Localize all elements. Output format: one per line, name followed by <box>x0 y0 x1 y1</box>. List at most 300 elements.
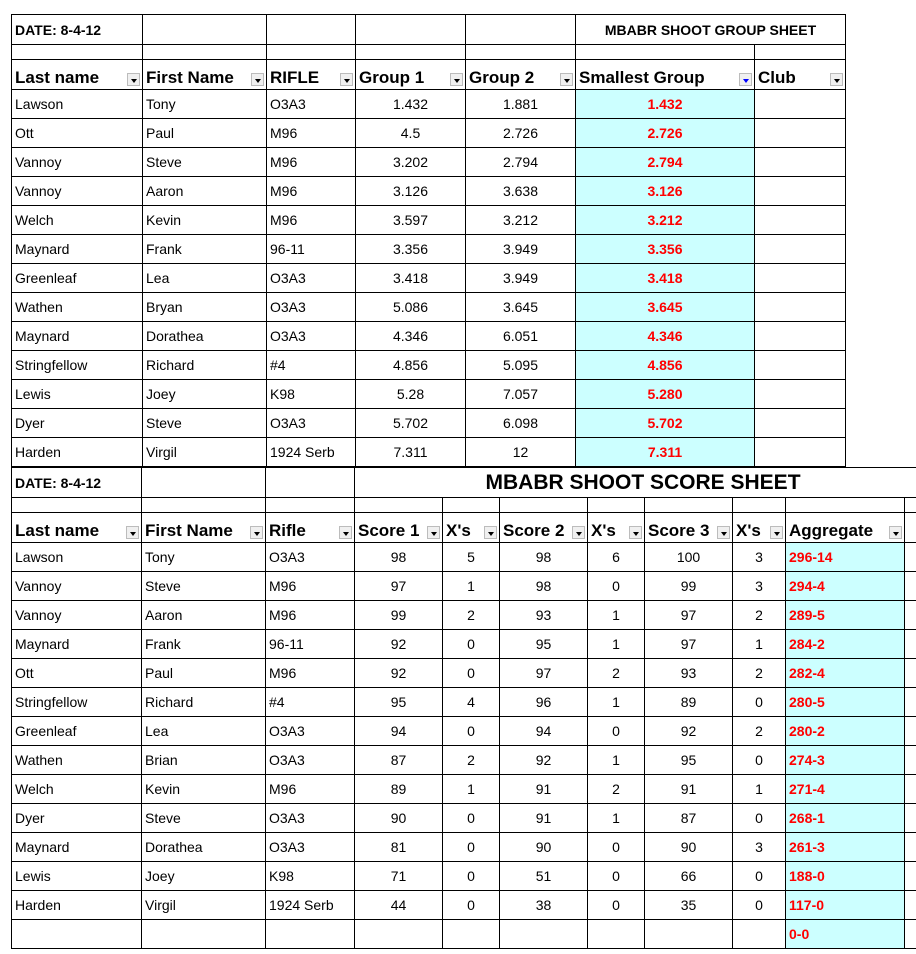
score-cell[interactable]: Steve <box>142 804 266 833</box>
group-cell[interactable]: Bryan <box>143 293 267 322</box>
group-cell[interactable] <box>755 235 846 264</box>
score-cell[interactable]: Ott <box>12 659 142 688</box>
group-cell[interactable]: 3.418 <box>356 264 466 293</box>
group-cell[interactable]: 3.645 <box>466 293 576 322</box>
score-cell[interactable]: 90 <box>500 833 588 862</box>
score-header-7[interactable] <box>645 513 733 543</box>
score-cell[interactable]: 93 <box>500 601 588 630</box>
score-cell[interactable]: 96 <box>500 688 588 717</box>
score-cell[interactable]: 95 <box>500 630 588 659</box>
score-cell[interactable]: 271-4 <box>786 775 905 804</box>
score-cell[interactable]: 95 <box>355 688 443 717</box>
score-cell[interactable]: 3 <box>733 572 786 601</box>
score-cell[interactable]: Lea <box>142 717 266 746</box>
score-cell[interactable]: 2 <box>588 659 645 688</box>
group-cell[interactable]: 12 <box>466 438 576 467</box>
filter-dropdown-icon[interactable] <box>629 526 642 539</box>
group-cell[interactable]: 3.418 <box>576 264 755 293</box>
score-cell[interactable]: 0 <box>733 746 786 775</box>
score-cell[interactable]: 97 <box>645 630 733 659</box>
filter-dropdown-icon[interactable] <box>770 526 783 539</box>
score-header-2[interactable] <box>266 513 355 543</box>
score-header-8[interactable] <box>733 513 786 543</box>
table-row <box>12 351 846 380</box>
group-cell[interactable]: 7.311 <box>576 438 755 467</box>
score-cell[interactable]: 117-0 <box>786 891 905 920</box>
score-cell[interactable]: 0 <box>443 804 500 833</box>
score-cell[interactable]: 2 <box>733 601 786 630</box>
table-row <box>12 322 846 351</box>
score-cell[interactable] <box>355 920 443 949</box>
group-cell[interactable]: Maynard <box>12 235 143 264</box>
group-cell[interactable] <box>755 380 846 409</box>
score-cell[interactable]: 282-4 <box>786 659 905 688</box>
group-cell[interactable]: Kevin <box>143 206 267 235</box>
group-cell[interactable]: Frank <box>143 235 267 264</box>
group-cell[interactable]: 7.057 <box>466 380 576 409</box>
score-cell[interactable] <box>12 920 142 949</box>
group-cell[interactable]: 3.949 <box>466 264 576 293</box>
score-cell[interactable]: Richard <box>142 688 266 717</box>
group-cell[interactable] <box>755 409 846 438</box>
filter-dropdown-icon[interactable] <box>450 73 463 86</box>
score-cell[interactable]: 294-4 <box>786 572 905 601</box>
score-cell[interactable]: 91 <box>500 804 588 833</box>
score-cell[interactable]: M96 <box>266 601 355 630</box>
score-cell[interactable]: 2 <box>443 746 500 775</box>
score-cell[interactable]: Stringfellow <box>12 688 142 717</box>
score-cell[interactable]: K98 <box>266 862 355 891</box>
score-cell[interactable]: Joey <box>142 862 266 891</box>
score-cell[interactable]: Steve <box>142 572 266 601</box>
group-header-4[interactable] <box>466 60 576 90</box>
table-row <box>12 920 916 949</box>
score-cell[interactable]: 0 <box>443 833 500 862</box>
score-cell[interactable]: O3A3 <box>266 746 355 775</box>
score-cell[interactable] <box>500 920 588 949</box>
group-cell[interactable]: Wathen <box>12 293 143 322</box>
score-cell[interactable]: 92 <box>500 746 588 775</box>
score-cell[interactable]: Kevin <box>142 775 266 804</box>
group-cell[interactable]: Tony <box>143 90 267 119</box>
score-cell[interactable]: 0 <box>588 717 645 746</box>
score-cell[interactable]: 2 <box>443 601 500 630</box>
score-cell[interactable]: 44 <box>355 891 443 920</box>
score-cell[interactable]: 280-2 <box>786 717 905 746</box>
filter-dropdown-icon[interactable] <box>250 526 263 539</box>
score-header-1[interactable] <box>142 513 266 543</box>
table-row <box>12 148 846 177</box>
group-cell[interactable] <box>755 90 846 119</box>
table-row <box>12 833 916 862</box>
group-cell[interactable]: 3.202 <box>356 148 466 177</box>
group-cell[interactable]: 3.126 <box>356 177 466 206</box>
score-cell[interactable]: 1 <box>588 630 645 659</box>
score-cell[interactable]: 0 <box>733 862 786 891</box>
score-cell[interactable]: 0-0 <box>786 920 905 949</box>
group-cell[interactable]: 3.356 <box>576 235 755 264</box>
score-cell[interactable]: Paul <box>142 659 266 688</box>
group-header-0[interactable] <box>12 60 143 90</box>
group-cell[interactable]: O3A3 <box>267 264 356 293</box>
score-cell[interactable]: 0 <box>443 630 500 659</box>
group-cell[interactable]: O3A3 <box>267 90 356 119</box>
group-cell[interactable]: Joey <box>143 380 267 409</box>
group-cell[interactable]: 3.645 <box>576 293 755 322</box>
score-cell[interactable]: 97 <box>500 659 588 688</box>
score-cell[interactable]: 91 <box>645 775 733 804</box>
score-cell[interactable]: 6 <box>588 543 645 572</box>
score-cell[interactable]: 0 <box>588 572 645 601</box>
group-cell[interactable]: Aaron <box>143 177 267 206</box>
score-cell[interactable]: Welch <box>12 775 142 804</box>
score-cell[interactable]: 98 <box>500 572 588 601</box>
score-header-label: X's <box>446 521 471 540</box>
group-cell[interactable]: 3.949 <box>466 235 576 264</box>
filter-dropdown-icon[interactable] <box>427 526 440 539</box>
score-cell[interactable]: 91 <box>500 775 588 804</box>
table-row <box>12 688 916 717</box>
score-cell[interactable]: 1 <box>588 688 645 717</box>
group-cell[interactable]: Virgil <box>143 438 267 467</box>
score-cell[interactable]: 89 <box>355 775 443 804</box>
score-cell[interactable]: 280-5 <box>786 688 905 717</box>
group-header-label: First Name <box>146 68 234 87</box>
score-cell[interactable]: #4 <box>266 688 355 717</box>
group-cell[interactable]: 3.356 <box>356 235 466 264</box>
group-date-cell[interactable]: DATE: 8-4-12 <box>12 15 143 45</box>
group-cell[interactable] <box>755 351 846 380</box>
group-cell[interactable]: 5.702 <box>576 409 755 438</box>
score-cell[interactable]: 96-11 <box>266 630 355 659</box>
score-cell[interactable]: 66 <box>645 862 733 891</box>
group-cell[interactable]: 4.346 <box>356 322 466 351</box>
score-cell[interactable]: 92 <box>355 659 443 688</box>
group-cell[interactable]: 1.432 <box>356 90 466 119</box>
table-row <box>12 543 916 572</box>
group-header-label: Club <box>758 68 796 87</box>
score-cell[interactable]: 0 <box>733 891 786 920</box>
group-cell[interactable]: Paul <box>143 119 267 148</box>
score-cell[interactable]: 0 <box>443 717 500 746</box>
score-cell[interactable]: 289-5 <box>786 601 905 630</box>
table-row <box>12 862 916 891</box>
group-cell[interactable]: M96 <box>267 119 356 148</box>
group-cell[interactable]: Welch <box>12 206 143 235</box>
score-cell[interactable]: 92 <box>645 717 733 746</box>
score-header-4[interactable] <box>443 513 500 543</box>
group-cell[interactable]: O3A3 <box>267 409 356 438</box>
score-cell[interactable]: 261-3 <box>786 833 905 862</box>
score-cell[interactable]: Lawson <box>12 543 142 572</box>
score-cell[interactable]: 93 <box>645 659 733 688</box>
filter-dropdown-icon[interactable] <box>484 526 497 539</box>
group-cell[interactable]: 5.28 <box>356 380 466 409</box>
group-cell[interactable]: 5.086 <box>356 293 466 322</box>
score-cell[interactable]: 51 <box>500 862 588 891</box>
group-sheet-title[interactable]: MBABR SHOOT GROUP SHEET <box>576 15 846 45</box>
group-cell[interactable]: 3.212 <box>466 206 576 235</box>
score-cell[interactable]: 81 <box>355 833 443 862</box>
group-cell[interactable] <box>755 322 846 351</box>
filter-dropdown-icon[interactable] <box>340 73 353 86</box>
score-cell[interactable]: Wathen <box>12 746 142 775</box>
group-cell[interactable]: 6.098 <box>466 409 576 438</box>
score-cell[interactable]: 0 <box>733 688 786 717</box>
score-cell[interactable] <box>443 920 500 949</box>
group-header-1[interactable] <box>143 60 267 90</box>
table-row <box>12 438 846 467</box>
group-cell[interactable]: 4.346 <box>576 322 755 351</box>
group-cell[interactable]: Greenleaf <box>12 264 143 293</box>
score-header-label: Score 2 <box>503 521 565 540</box>
score-cell[interactable]: 3 <box>733 833 786 862</box>
score-cell[interactable]: 2 <box>733 659 786 688</box>
score-cell[interactable]: 94 <box>355 717 443 746</box>
group-cell[interactable]: Vannoy <box>12 148 143 177</box>
score-cell[interactable]: Virgil <box>142 891 266 920</box>
score-header-label: X's <box>591 521 616 540</box>
group-cell[interactable]: 4.856 <box>576 351 755 380</box>
score-header-label: Rifle <box>269 521 306 540</box>
group-cell[interactable]: Steve <box>143 409 267 438</box>
group-cell[interactable]: 2.726 <box>576 119 755 148</box>
score-cell[interactable]: 87 <box>355 746 443 775</box>
score-cell[interactable]: O3A3 <box>266 833 355 862</box>
score-cell[interactable]: 92 <box>355 630 443 659</box>
score-cell[interactable]: O3A3 <box>266 717 355 746</box>
group-cell[interactable]: 4.856 <box>356 351 466 380</box>
table-row <box>12 409 846 438</box>
group-cell[interactable]: Stringfellow <box>12 351 143 380</box>
score-header-label: Aggregate <box>789 521 874 540</box>
group-cell[interactable]: Dyer <box>12 409 143 438</box>
score-cell[interactable]: Maynard <box>12 833 142 862</box>
group-cell[interactable] <box>755 177 846 206</box>
score-cell[interactable]: Vannoy <box>12 601 142 630</box>
group-cell[interactable]: Harden <box>12 438 143 467</box>
table-row <box>12 293 846 322</box>
group-cell[interactable]: 6.051 <box>466 322 576 351</box>
score-cell[interactable]: 97 <box>645 601 733 630</box>
group-cell[interactable]: M96 <box>267 206 356 235</box>
score-cell[interactable] <box>142 920 266 949</box>
score-cell[interactable]: 4 <box>443 688 500 717</box>
score-cell[interactable]: Dorathea <box>142 833 266 862</box>
group-cell[interactable]: 3.212 <box>576 206 755 235</box>
group-cell[interactable]: 7.311 <box>356 438 466 467</box>
table-row <box>12 775 916 804</box>
group-cell[interactable]: Lea <box>143 264 267 293</box>
score-cell[interactable]: Vannoy <box>12 572 142 601</box>
group-cell[interactable] <box>755 293 846 322</box>
table-row <box>12 572 916 601</box>
group-cell[interactable] <box>755 438 846 467</box>
score-cell[interactable]: Frank <box>142 630 266 659</box>
score-cell[interactable]: 1 <box>588 804 645 833</box>
score-cell[interactable]: 188-0 <box>786 862 905 891</box>
filter-dropdown-icon[interactable] <box>126 526 139 539</box>
filter-dropdown-icon[interactable] <box>560 73 573 86</box>
score-cell[interactable]: 1 <box>588 746 645 775</box>
table-row <box>12 206 846 235</box>
score-cell[interactable]: 1 <box>733 775 786 804</box>
score-cell[interactable]: 284-2 <box>786 630 905 659</box>
score-cell[interactable]: 1 <box>443 572 500 601</box>
score-cell[interactable]: 0 <box>733 804 786 833</box>
score-cell[interactable]: 0 <box>443 659 500 688</box>
group-header-5[interactable] <box>576 60 755 90</box>
score-cell[interactable]: O3A3 <box>266 543 355 572</box>
group-cell[interactable]: 2.726 <box>466 119 576 148</box>
score-cell[interactable]: 97 <box>355 572 443 601</box>
group-cell[interactable]: Vannoy <box>12 177 143 206</box>
table-row <box>12 746 916 775</box>
score-cell[interactable]: Greenleaf <box>12 717 142 746</box>
group-cell[interactable]: 3.126 <box>576 177 755 206</box>
filter-dropdown-icon[interactable] <box>251 73 264 86</box>
group-cell[interactable] <box>755 119 846 148</box>
group-header-3[interactable] <box>356 60 466 90</box>
score-cell[interactable]: 296-14 <box>786 543 905 572</box>
score-cell[interactable]: 87 <box>645 804 733 833</box>
score-cell[interactable]: 3 <box>733 543 786 572</box>
group-cell[interactable]: Dorathea <box>143 322 267 351</box>
score-sheet-title[interactable]: MBABR SHOOT SCORE SHEET <box>355 468 916 498</box>
filter-dropdown-icon[interactable] <box>339 526 352 539</box>
score-cell[interactable]: O3A3 <box>266 804 355 833</box>
score-cell[interactable]: Maynard <box>12 630 142 659</box>
group-cell[interactable]: 5.702 <box>356 409 466 438</box>
group-cell[interactable]: 5.095 <box>466 351 576 380</box>
score-header-row <box>12 513 916 543</box>
score-cell[interactable]: 95 <box>645 746 733 775</box>
score-header-label: Last name <box>15 521 100 540</box>
group-cell[interactable]: Lewis <box>12 380 143 409</box>
score-cell[interactable]: 90 <box>355 804 443 833</box>
table-row <box>12 380 846 409</box>
group-cell[interactable]: M96 <box>267 148 356 177</box>
score-cell[interactable]: 0 <box>588 862 645 891</box>
group-cell[interactable]: 1.881 <box>466 90 576 119</box>
score-cell[interactable]: 98 <box>355 543 443 572</box>
score-cell[interactable]: 0 <box>443 891 500 920</box>
score-header-label: Score 1 <box>358 521 420 540</box>
score-cell[interactable]: 90 <box>645 833 733 862</box>
score-cell[interactable]: 1924 Serb <box>266 891 355 920</box>
score-cell[interactable]: 2 <box>733 717 786 746</box>
score-cell[interactable]: 89 <box>645 688 733 717</box>
score-cell[interactable] <box>733 920 786 949</box>
score-cell[interactable]: M96 <box>266 659 355 688</box>
group-header-2[interactable] <box>267 60 356 90</box>
score-cell[interactable]: 99 <box>355 601 443 630</box>
group-header-6[interactable] <box>755 60 846 90</box>
group-cell[interactable] <box>755 264 846 293</box>
score-cell[interactable]: 38 <box>500 891 588 920</box>
filter-dropdown-icon[interactable] <box>830 73 843 86</box>
score-date-cell[interactable]: DATE: 8-4-12 <box>12 468 142 498</box>
filter-dropdown-icon[interactable] <box>127 73 140 86</box>
group-cell[interactable]: O3A3 <box>267 293 356 322</box>
group-cell[interactable]: Ott <box>12 119 143 148</box>
score-cell[interactable]: 274-3 <box>786 746 905 775</box>
score-cell[interactable]: Dyer <box>12 804 142 833</box>
score-cell[interactable]: 0 <box>588 891 645 920</box>
group-cell[interactable]: Steve <box>143 148 267 177</box>
group-cell[interactable]: 2.794 <box>576 148 755 177</box>
group-cell[interactable] <box>755 148 846 177</box>
score-cell[interactable]: 0 <box>588 833 645 862</box>
group-cell[interactable]: 5.280 <box>576 380 755 409</box>
group-cell[interactable]: 1924 Serb <box>267 438 356 467</box>
score-cell[interactable]: M96 <box>266 572 355 601</box>
group-cell[interactable]: 3.638 <box>466 177 576 206</box>
group-cell[interactable]: M96 <box>267 177 356 206</box>
score-cell[interactable] <box>645 920 733 949</box>
group-header-row <box>12 60 846 90</box>
filter-dropdown-icon[interactable] <box>717 526 730 539</box>
group-cell[interactable]: 3.597 <box>356 206 466 235</box>
score-cell[interactable]: 1 <box>733 630 786 659</box>
group-cell[interactable]: Richard <box>143 351 267 380</box>
group-cell[interactable]: Maynard <box>12 322 143 351</box>
score-cell[interactable] <box>588 920 645 949</box>
group-cell[interactable]: Lawson <box>12 90 143 119</box>
filter-dropdown-icon[interactable] <box>572 526 585 539</box>
score-header-5[interactable] <box>500 513 588 543</box>
score-cell[interactable]: 99 <box>645 572 733 601</box>
score-cell[interactable]: Lewis <box>12 862 142 891</box>
score-cell[interactable]: Tony <box>142 543 266 572</box>
score-cell[interactable]: 1 <box>443 775 500 804</box>
score-cell[interactable]: 5 <box>443 543 500 572</box>
score-cell[interactable]: 0 <box>443 862 500 891</box>
score-cell[interactable]: 2 <box>588 775 645 804</box>
score-header-label: First Name <box>145 521 233 540</box>
score-header-label: X's <box>736 521 761 540</box>
group-header-label: RIFLE <box>270 68 320 87</box>
group-cell[interactable]: 96-11 <box>267 235 356 264</box>
score-cell[interactable]: 268-1 <box>786 804 905 833</box>
score-cell[interactable]: Harden <box>12 891 142 920</box>
score-cell[interactable]: 100 <box>645 543 733 572</box>
score-header-3[interactable] <box>355 513 443 543</box>
score-cell[interactable]: 98 <box>500 543 588 572</box>
group-cell[interactable] <box>755 206 846 235</box>
score-cell[interactable]: Aaron <box>142 601 266 630</box>
score-header-0[interactable] <box>12 513 142 543</box>
group-sheet-table <box>11 14 846 467</box>
score-cell[interactable]: M96 <box>266 775 355 804</box>
group-cell[interactable]: O3A3 <box>267 322 356 351</box>
group-cell[interactable]: 2.794 <box>466 148 576 177</box>
filter-dropdown-icon[interactable] <box>739 73 752 86</box>
score-cell[interactable]: 1 <box>588 601 645 630</box>
filter-dropdown-icon[interactable] <box>889 526 902 539</box>
score-cell[interactable]: 35 <box>645 891 733 920</box>
score-header-6[interactable] <box>588 513 645 543</box>
group-cell[interactable]: 1.432 <box>576 90 755 119</box>
score-cell[interactable]: 94 <box>500 717 588 746</box>
score-cell[interactable]: Brian <box>142 746 266 775</box>
group-cell[interactable]: #4 <box>267 351 356 380</box>
group-cell[interactable]: 4.5 <box>356 119 466 148</box>
group-cell[interactable]: K98 <box>267 380 356 409</box>
score-cell[interactable]: 71 <box>355 862 443 891</box>
score-header-9[interactable] <box>786 513 905 543</box>
score-cell[interactable] <box>266 920 355 949</box>
